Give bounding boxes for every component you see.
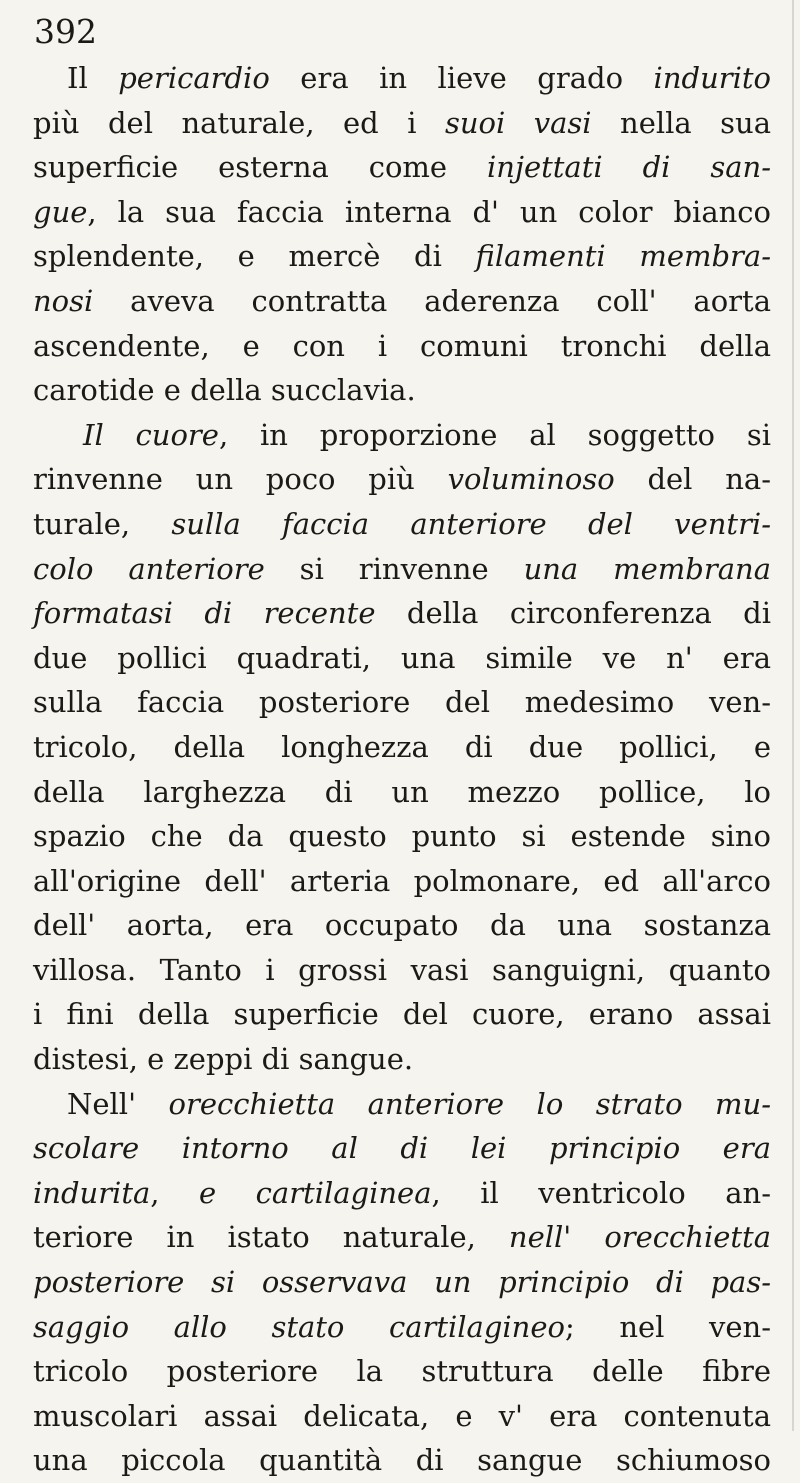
text-line: [33, 279, 771, 324]
text-line: [33, 1438, 771, 1483]
text-line: [33, 1126, 771, 1171]
text-run: dell' aorta, era occupato da una sostanza: [33, 908, 771, 943]
text-line: [33, 1349, 771, 1394]
text-run: tricolo posteriore la struttura delle fibre: [33, 1354, 771, 1389]
text-line: [33, 1037, 771, 1082]
italic-text: injettati di san-: [487, 150, 771, 185]
text-line: [33, 814, 771, 859]
italic-text: formatasi di recente: [33, 596, 376, 631]
text-line: [33, 1260, 771, 1305]
italic-text: nell' orecchietta: [508, 1220, 771, 1255]
text-line: [33, 1394, 771, 1439]
text-run: una piccola quantità di sangue schiumoso: [33, 1443, 771, 1478]
text-run: era in lieve grado: [269, 61, 654, 95]
text-run: i fini della superficie del cuore, erano assai: [33, 997, 771, 1032]
text-line: [33, 145, 771, 190]
text-line: [33, 1171, 771, 1216]
body-text: [33, 56, 771, 1483]
text-run: tricolo, della longhezza di due pollici, e: [33, 729, 771, 764]
text-line: [33, 636, 771, 681]
page-number: 392: [34, 12, 97, 51]
page-edge: [792, 0, 794, 1431]
text-line: [33, 903, 771, 948]
text-line: [33, 324, 771, 369]
text-run: muscolari assai delicata, e v' era contenuta: [33, 1398, 771, 1433]
italic-text: scolare intorno al di lei principio era: [33, 1131, 771, 1166]
italic-text: saggio allo stato cartilagineo: [33, 1309, 565, 1344]
italic-text: indurita: [33, 1175, 151, 1210]
text-run: aveva contratta aderenza coll' aorta: [93, 283, 771, 318]
text-line: [33, 948, 771, 993]
text-run: splendente, e mercè di: [33, 239, 476, 274]
text-run: due pollici quadrati, una simile ve n' era: [33, 640, 771, 675]
text-run: , il ventricolo an-: [431, 1175, 771, 1210]
italic-text: pericardio: [118, 61, 270, 95]
text-run: Nell': [67, 1086, 169, 1121]
text-line: [33, 859, 771, 904]
text-run: turale,: [33, 506, 172, 541]
text-run: si rinvenne: [264, 551, 524, 586]
text-line: [33, 725, 771, 770]
italic-text: voluminoso: [447, 462, 615, 497]
italic-text: orecchietta anteriore lo strato mu-: [168, 1086, 771, 1121]
text-line: [33, 101, 771, 146]
text-line: [33, 413, 771, 458]
italic-text: una membrana: [523, 551, 771, 586]
italic-text: suoi vasi: [444, 105, 592, 140]
text-run: ; nel ven-: [564, 1309, 772, 1344]
italic-text: e cartilaginea: [199, 1175, 432, 1210]
text-run: teriore in istato naturale,: [33, 1220, 509, 1255]
text-run: , in proporzione al soggetto si: [218, 417, 771, 452]
text-run: spazio che da questo punto si estende sino: [33, 819, 771, 854]
text-line: [33, 591, 771, 636]
text-run: della circonferenza di: [375, 596, 771, 631]
text-run: più del naturale, ed i: [33, 105, 445, 140]
text-run: all'origine dell' arteria polmonare, ed all'arco: [33, 863, 771, 898]
text-line: [33, 680, 771, 725]
text-line: [33, 502, 771, 547]
text-run: Il: [67, 61, 119, 95]
italic-text: posteriore si osservava un principio di pas-: [33, 1265, 771, 1300]
text-line: [33, 368, 771, 413]
italic-text: filamenti membra-: [475, 239, 771, 274]
text-line: [33, 1305, 771, 1350]
text-line: [33, 457, 771, 502]
text-run: nella sua: [591, 105, 772, 140]
text-run: , la sua faccia interna d' un color bianco: [87, 194, 771, 229]
text-line: [33, 234, 771, 279]
text-run: sulla faccia posteriore del medesimo ven-: [33, 685, 771, 720]
text-line: [33, 1215, 771, 1260]
text-run: villosa. Tanto i grossi vasi sanguigni, quanto: [33, 952, 771, 987]
text-run: distesi, e zeppi di sangue.: [33, 1042, 414, 1077]
italic-text: indurito: [653, 61, 771, 95]
text-run: superficie esterna come: [33, 150, 488, 185]
italic-text: sulla faccia anteriore del ventri-: [171, 506, 771, 541]
text-run: del na-: [614, 462, 771, 497]
text-run: ascendente, e con i comuni tronchi della: [33, 328, 771, 363]
text-line: [33, 547, 771, 592]
text-line: [33, 1082, 771, 1127]
italic-text: colo anteriore: [33, 551, 265, 586]
text-line: [33, 190, 771, 235]
text-run: ,: [150, 1175, 199, 1210]
text-run: della larghezza di un mezzo pollice, lo: [33, 774, 771, 809]
italic-text: nosi: [33, 283, 94, 318]
text-line: [33, 992, 771, 1037]
text-run: carotide e della succlavia.: [33, 373, 416, 408]
italic-text: gue: [33, 194, 88, 229]
italic-text: Il cuore: [83, 417, 219, 452]
text-line: [33, 56, 771, 101]
text-run: rinvenne un poco più: [33, 462, 448, 497]
text-line: [33, 770, 771, 815]
